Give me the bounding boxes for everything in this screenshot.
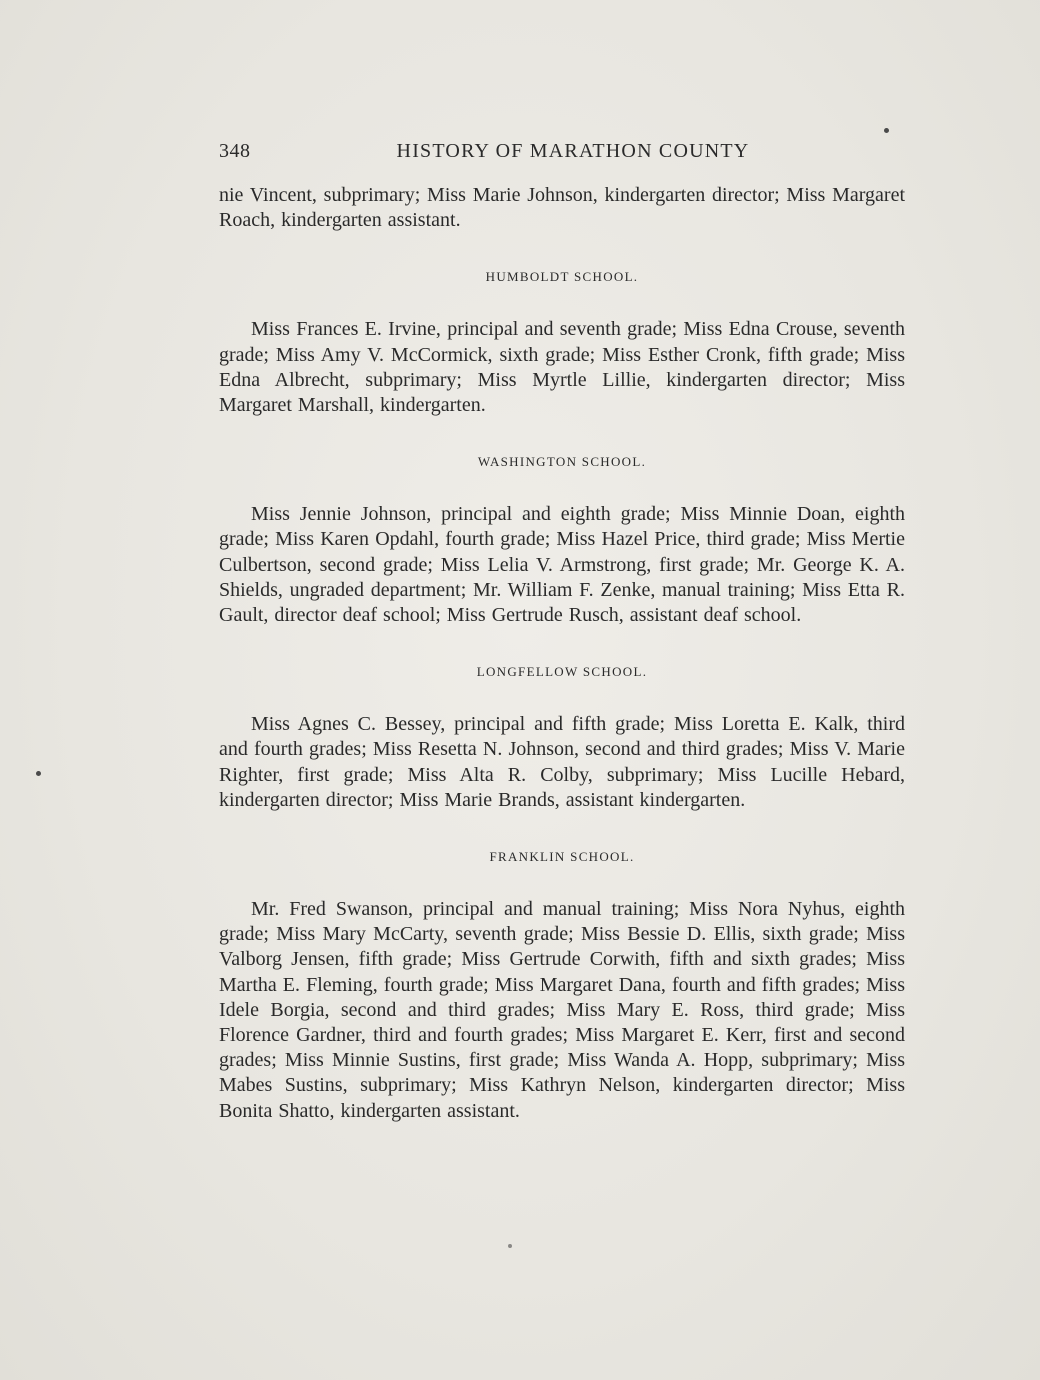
section-paragraph-humboldt: Miss Frances E. Irvine, principal and seventh grade; Miss Edna Crouse, seventh grade; Miss Amy V. McCormick, sixth grade; Miss Esther Cronk, fifth grade; Miss Edna Albrecht, subprimary; Miss Myrtle Lillie, kindergarten director; Miss Margaret Marshall, kindergarten. (219, 318, 905, 417)
section-paragraph-franklin: Mr. Fred Swanson, principal and manual training; Miss Nora Nyhus, eighth grade; Miss Mary McCarty, seventh grade; Miss Bessie D. Ellis, sixth grade; Miss Valborg Jensen, fifth grade; Miss Gertrude Corwith, fifth and sixth grades; Miss Martha E. Fleming, fourth grade; Miss Margaret Dana, fourth and fifth grades; Miss Idele Borgia, second and third grades; Miss Mary E. Ross, third grade; Miss Florence Gardner, third and fourth grades; Miss Margaret E. Kerr, first and second grades; Miss Minnie Sustins, first grade; Miss Wanda A. Hopp, subprimary; Miss Mabes Sustins, subprimary; Miss Kathryn Nelson, kindergarten director; Miss Bonita Shatto, kindergarten assistant. (219, 898, 905, 1122)
ink-speck (36, 771, 41, 776)
section-paragraph-washington: Miss Jennie Johnson, principal and eighth grade; Miss Minnie Doan, eighth grade; Miss Karen Opdahl, fourth grade; Miss Hazel Price, third grade; Miss Mertie Culbertson, second grade; Miss Lelia V. Armstrong, first grade; Mr. George K. A. Shields, ungraded department; Mr. William F. Zenke, manual training; Miss Etta R. Gault, director deaf school; Miss Gertrude Rusch, assistant deaf school. (219, 503, 905, 627)
page-number: 348 (219, 140, 251, 162)
section-heading-longfellow: LONGFELLOW SCHOOL. (476, 664, 648, 680)
section-heading-humboldt: HUMBOLDT SCHOOL. (485, 269, 639, 285)
continuation-paragraph: nie Vincent, subprimary; Miss Marie Johnson, kindergarten director; Miss Margaret Roach, kindergarten assistant. (219, 184, 905, 232)
section-heading-washington: WASHINGTON SCHOOL. (477, 454, 647, 470)
ink-speck (508, 1244, 512, 1248)
page-header (219, 140, 905, 168)
ink-speck (884, 128, 889, 133)
page-body (219, 183, 905, 1124)
section-paragraph-longfellow: Miss Agnes C. Bessey, principal and fifth grade; Miss Loretta E. Kalk, third and fourth grades; Miss Resetta N. Johnson, second and third grades; Miss V. Marie Righter, first grade; Miss Alta R. Colby, subprimary; Miss Lucille Hebard, kindergarten director; Miss Marie Brands, assistant kindergarten. (219, 713, 905, 811)
running-title: HISTORY OF MARATHON COUNTY (396, 140, 750, 162)
section-heading-franklin: FRANKLIN SCHOOL. (489, 849, 635, 865)
